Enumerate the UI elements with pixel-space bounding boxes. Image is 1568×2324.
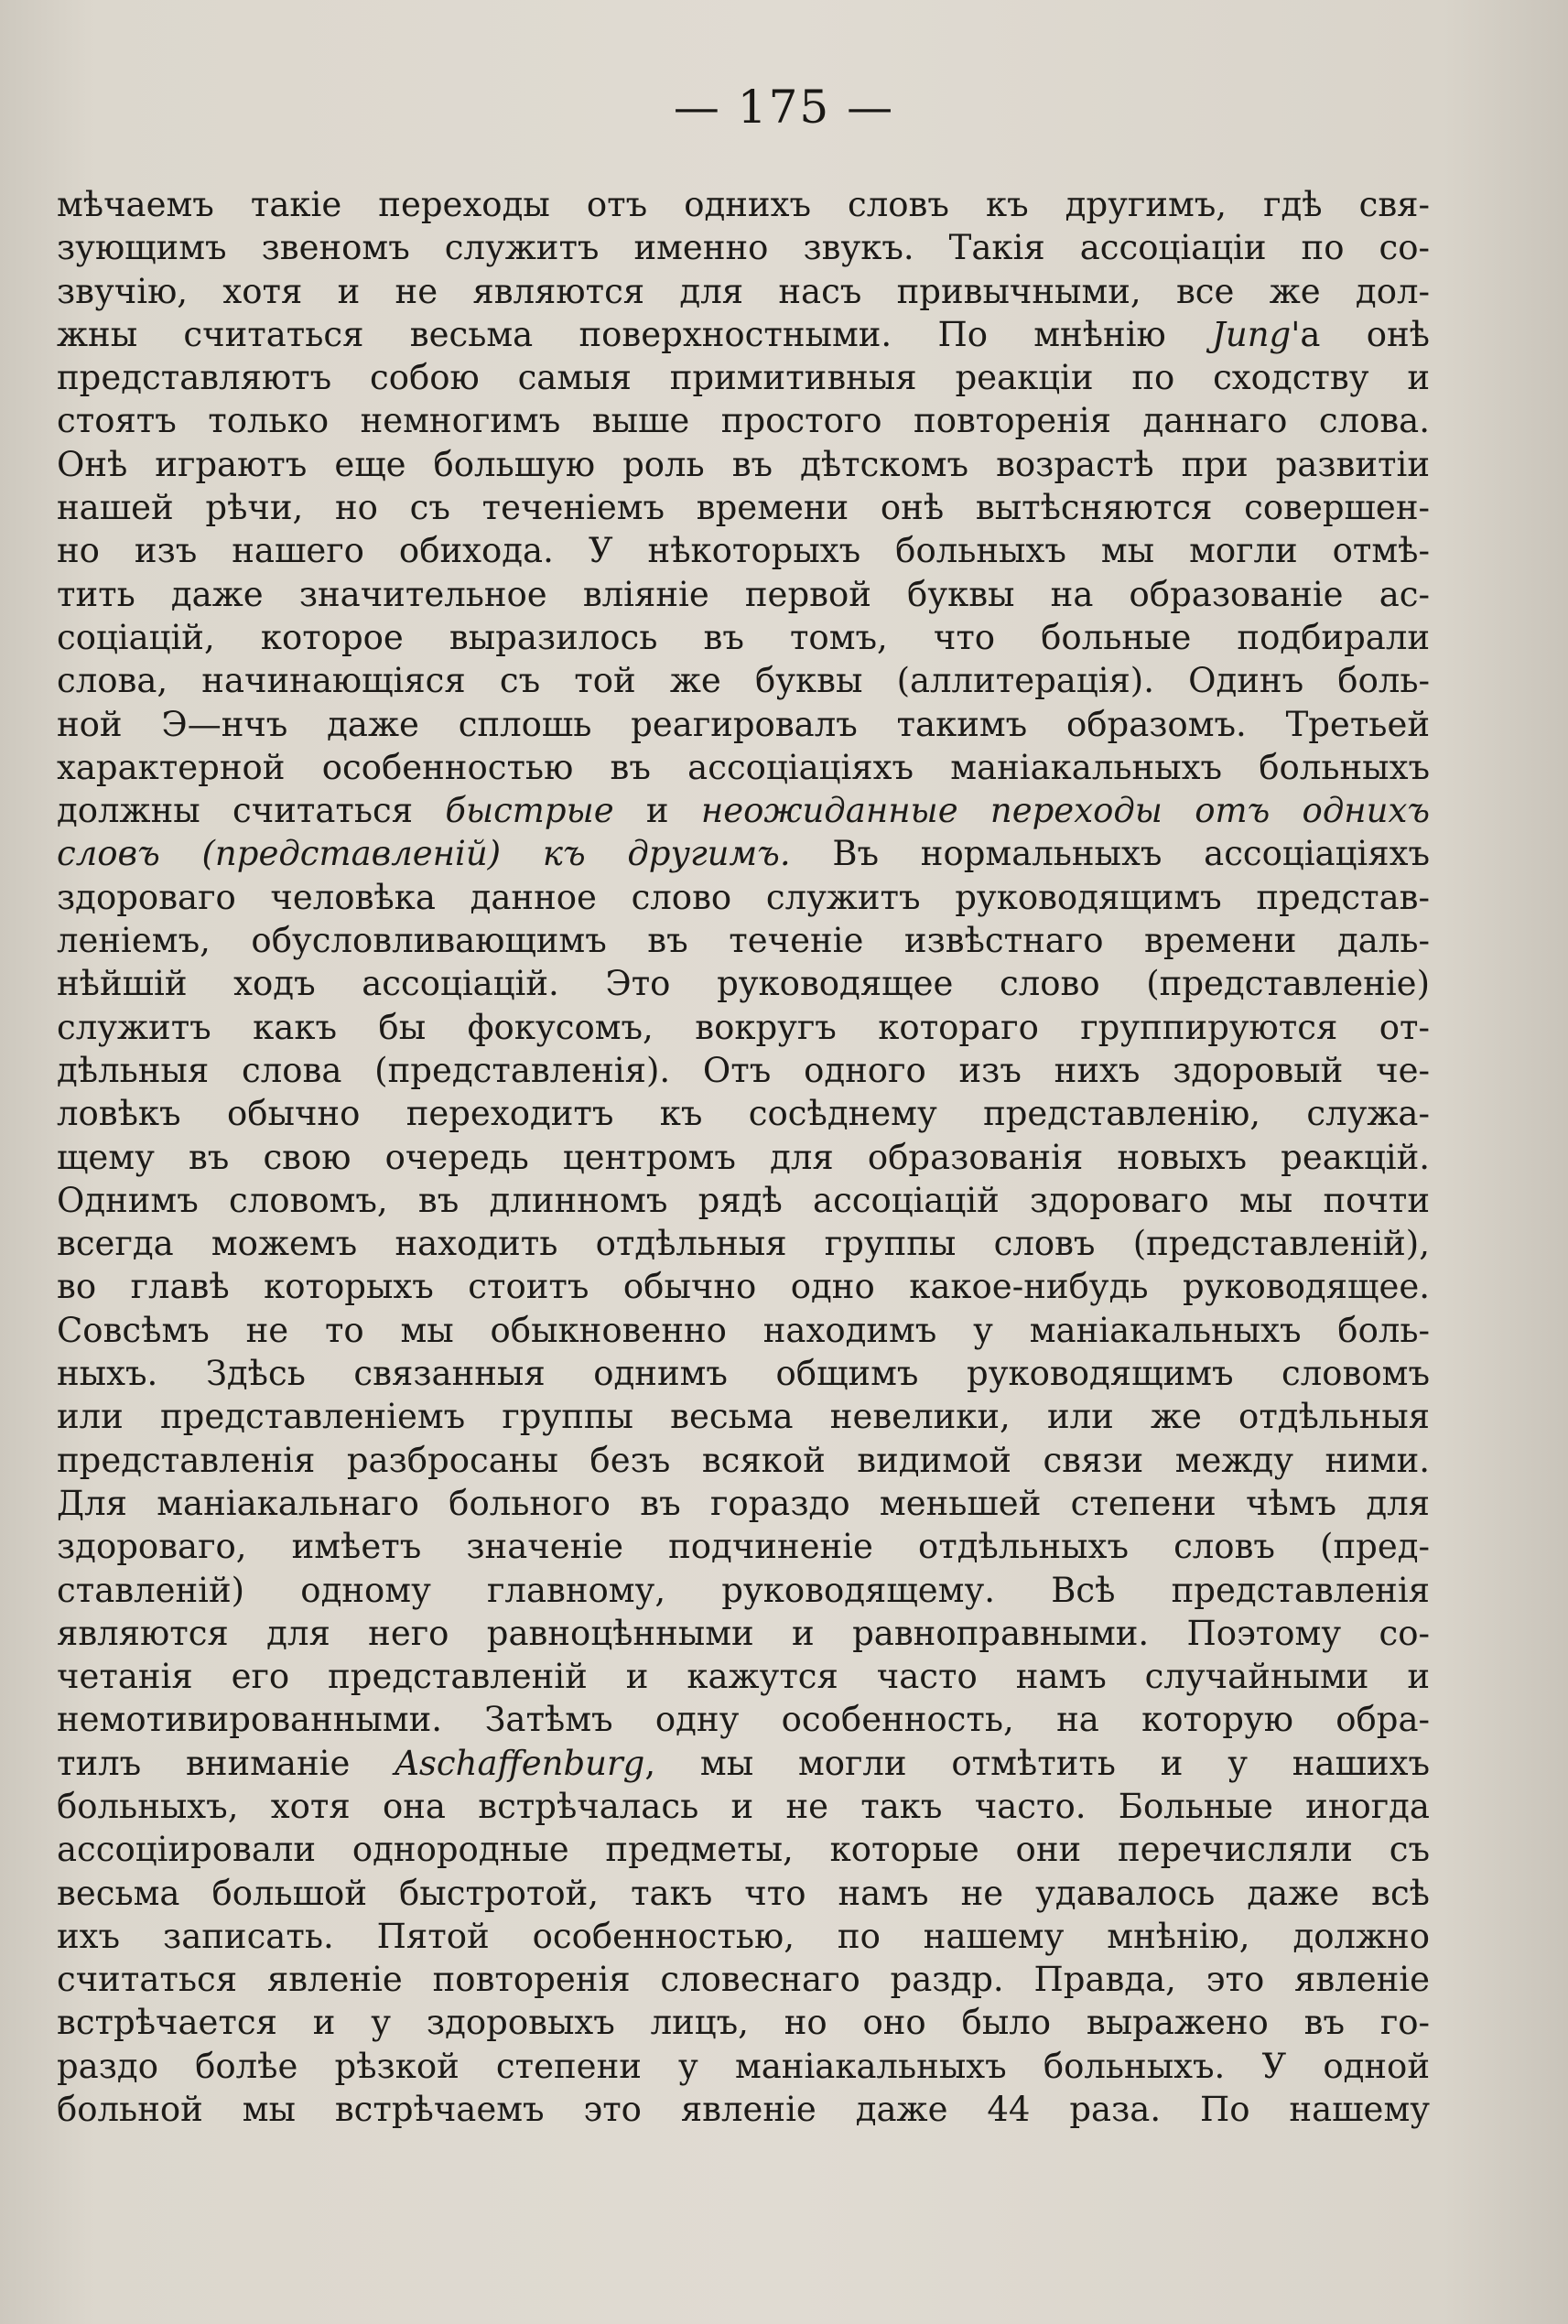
text-line (57, 1352, 1430, 1395)
text-line (57, 1915, 1430, 1958)
text-segment: немотивированными. Затѣмъ одну особенность, на которую обра- (57, 1700, 1430, 1740)
text-line (57, 1006, 1430, 1049)
text-segment: зующимъ звеномъ служитъ именно звукъ. Такія ассоціаціи по со- (57, 228, 1430, 268)
text-segment: слова, начинающіяся съ той же буквы (аллитерація). Одинъ боль- (57, 661, 1430, 701)
text-line (57, 962, 1430, 1005)
text-line (57, 1092, 1430, 1135)
text-segment: во главѣ которыхъ стоитъ обычно одно какое-нибудь руководящее. (57, 1267, 1430, 1307)
text-segment: и (613, 791, 701, 831)
text-line (57, 399, 1430, 442)
italic-segment: быстрые (445, 791, 614, 831)
text-segment: нѣйшій ходъ ассоціацій. Это руководящее слово (представленіе) (57, 964, 1430, 1004)
text-line (57, 1136, 1430, 1179)
text-segment: представляютъ собою самыя примитивныя реакціи по сходству и (57, 358, 1430, 398)
text-segment: или представленіемъ группы весьма невелики, или же отдѣльныя (57, 1397, 1430, 1437)
body-text (57, 183, 1430, 2131)
text-segment: ихъ записать. Пятой особенностью, по нашему мнѣнію, должно (57, 1916, 1430, 1956)
text-line (57, 789, 1430, 832)
text-segment: считаться явленіе повторенія словеснаго раздр. Правда, это явленіе (57, 1960, 1430, 2000)
text-line (57, 1222, 1430, 1265)
text-segment: но изъ нашего обихода. У нѣкоторыхъ больныхъ мы могли отмѣ- (57, 531, 1430, 571)
text-segment: представленія разбросаны безъ всякой видимой связи между ними. (57, 1440, 1430, 1480)
text-segment: должны считаться (57, 791, 446, 831)
text-segment: четанія его представленій и кажутся часто намъ случайными и (57, 1657, 1430, 1697)
text-line (57, 1265, 1430, 1308)
text-segment: тить даже значительное вліяніе первой буквы на образованіе ас- (57, 574, 1430, 614)
text-segment: нашей рѣчи, но съ теченіемъ времени онѣ вытѣсняются совершен- (57, 488, 1430, 528)
text-segment: соціацій, которое выразилось въ томъ, что больные подбирали (57, 617, 1430, 657)
text-line (57, 1872, 1430, 1915)
text-segment: ной Э—нчъ даже сплошь реагировалъ такимъ образомъ. Третьей (57, 704, 1430, 744)
text-line (57, 746, 1430, 789)
text-line (57, 616, 1430, 659)
text-segment: звучію, хотя и не являются для насъ привычными, все же дол- (57, 271, 1430, 311)
text-line (57, 1482, 1430, 1525)
text-segment: здороваго, имѣетъ значеніе подчиненіе отдѣльныхъ словъ (пред- (57, 1527, 1430, 1567)
text-segment: дѣльныя слова (представленія). Отъ одного изъ нихъ здоровый че- (57, 1050, 1430, 1090)
text-line (57, 2088, 1430, 2131)
text-line (57, 832, 1430, 875)
text-line (57, 226, 1430, 269)
text-line (57, 1395, 1430, 1438)
text-line (57, 1612, 1430, 1655)
italic-segment: словъ (представленій) къ другимъ. (57, 834, 791, 874)
text-line (57, 1698, 1430, 1741)
text-segment: ловѣкъ обычно переходитъ къ сосѣднему представленію, служа- (57, 1094, 1430, 1134)
text-segment: стоятъ только немногимъ выше простого повторенія даннаго слова. (57, 401, 1430, 441)
text-segment: 'а онѣ (1291, 314, 1430, 354)
text-line (57, 1828, 1430, 1871)
text-line (57, 703, 1430, 746)
text-segment: служитъ какъ бы фокусомъ, вокругъ котораго группируются от- (57, 1007, 1430, 1047)
text-segment: весьма большой быстротой, такъ что намъ не удавалось даже всѣ (57, 1873, 1430, 1913)
text-segment: Въ нормальныхъ ассоціаціяхъ (790, 834, 1430, 874)
text-line (57, 270, 1430, 313)
text-segment: щему въ свою очередь центромъ для образованія новыхъ реакцій. (57, 1137, 1430, 1177)
text-segment: характерной особенностью въ ассоціаціяхъ маніакальныхъ больныхъ (57, 747, 1430, 787)
italic-segment: Aschaffenburg (395, 1743, 645, 1783)
text-segment: всегда можемъ находить отдѣльныя группы словъ (представленій), (57, 1224, 1430, 1264)
text-segment: больной мы встрѣчаемъ это явленіе даже 44 раза. По нашему (57, 2090, 1430, 2130)
text-line (57, 1309, 1430, 1352)
text-line (57, 876, 1430, 919)
text-line (57, 529, 1430, 572)
text-line (57, 1525, 1430, 1568)
text-line (57, 183, 1430, 226)
text-line (57, 356, 1430, 399)
text-segment: Однимъ словомъ, въ длинномъ рядѣ ассоціацій здороваго мы почти (57, 1180, 1430, 1220)
text-segment: ставленій) одному главному, руководящему. Всѣ представленія (57, 1570, 1430, 1610)
text-line (57, 1655, 1430, 1698)
text-segment: Совсѣмъ не то мы обыкновенно находимъ у маніакальныхъ боль- (57, 1310, 1430, 1350)
text-line (57, 2001, 1430, 2044)
text-line (57, 443, 1430, 486)
text-segment: раздо болѣе рѣзкой степени у маніакальныхъ больныхъ. У одной (57, 2046, 1430, 2086)
text-line (57, 1569, 1430, 1612)
text-line (57, 486, 1430, 529)
text-line (57, 659, 1430, 702)
text-line (57, 1742, 1430, 1785)
text-segment: Для маніакальнаго больного въ гораздо меньшей степени чѣмъ для (57, 1483, 1430, 1523)
text-segment: жны считаться весьма поверхностными. По мнѣнію (57, 314, 1213, 354)
text-line (57, 2045, 1430, 2088)
text-line (57, 1049, 1430, 1092)
text-line (57, 313, 1430, 356)
text-segment: являются для него равноцѣнными и равноправными. Поэтому со- (57, 1613, 1430, 1653)
text-line (57, 1179, 1430, 1222)
text-line (57, 919, 1430, 962)
italic-segment: Jung (1212, 314, 1292, 354)
text-segment: , мы могли отмѣтить и у нашихъ (644, 1743, 1430, 1783)
text-line (57, 1439, 1430, 1482)
page-number: — 175 — (673, 81, 895, 134)
text-line (57, 1785, 1430, 1828)
text-segment: здороваго человѣка данное слово служитъ руководящимъ представ- (57, 877, 1430, 917)
text-segment: встрѣчается и у здоровыхъ лицъ, но оно было выражено въ го- (57, 2003, 1430, 2043)
text-segment: больныхъ, хотя она встрѣчалась и не такъ часто. Больные иногда (57, 1786, 1430, 1826)
text-segment: леніемъ, обусловливающимъ въ теченіе извѣстнаго времени даль- (57, 921, 1430, 961)
text-segment: ныхъ. Здѣсь связанныя однимъ общимъ руководящимъ словомъ (57, 1354, 1430, 1394)
text-line (57, 573, 1430, 616)
text-segment: тилъ вниманіе (57, 1743, 395, 1783)
text-line (57, 1958, 1430, 2001)
text-segment: ассоціировали однородные предметы, которые они перечисляли съ (57, 1830, 1430, 1870)
text-segment: Онѣ играютъ еще большую роль въ дѣтскомъ возрастѣ при развитіи (57, 444, 1430, 484)
text-segment: мѣчаемъ такіе переходы отъ одниxъ словъ къ другимъ, гдѣ свя- (57, 185, 1430, 224)
italic-segment: неожиданные переходы отъ одниxъ (700, 791, 1430, 831)
